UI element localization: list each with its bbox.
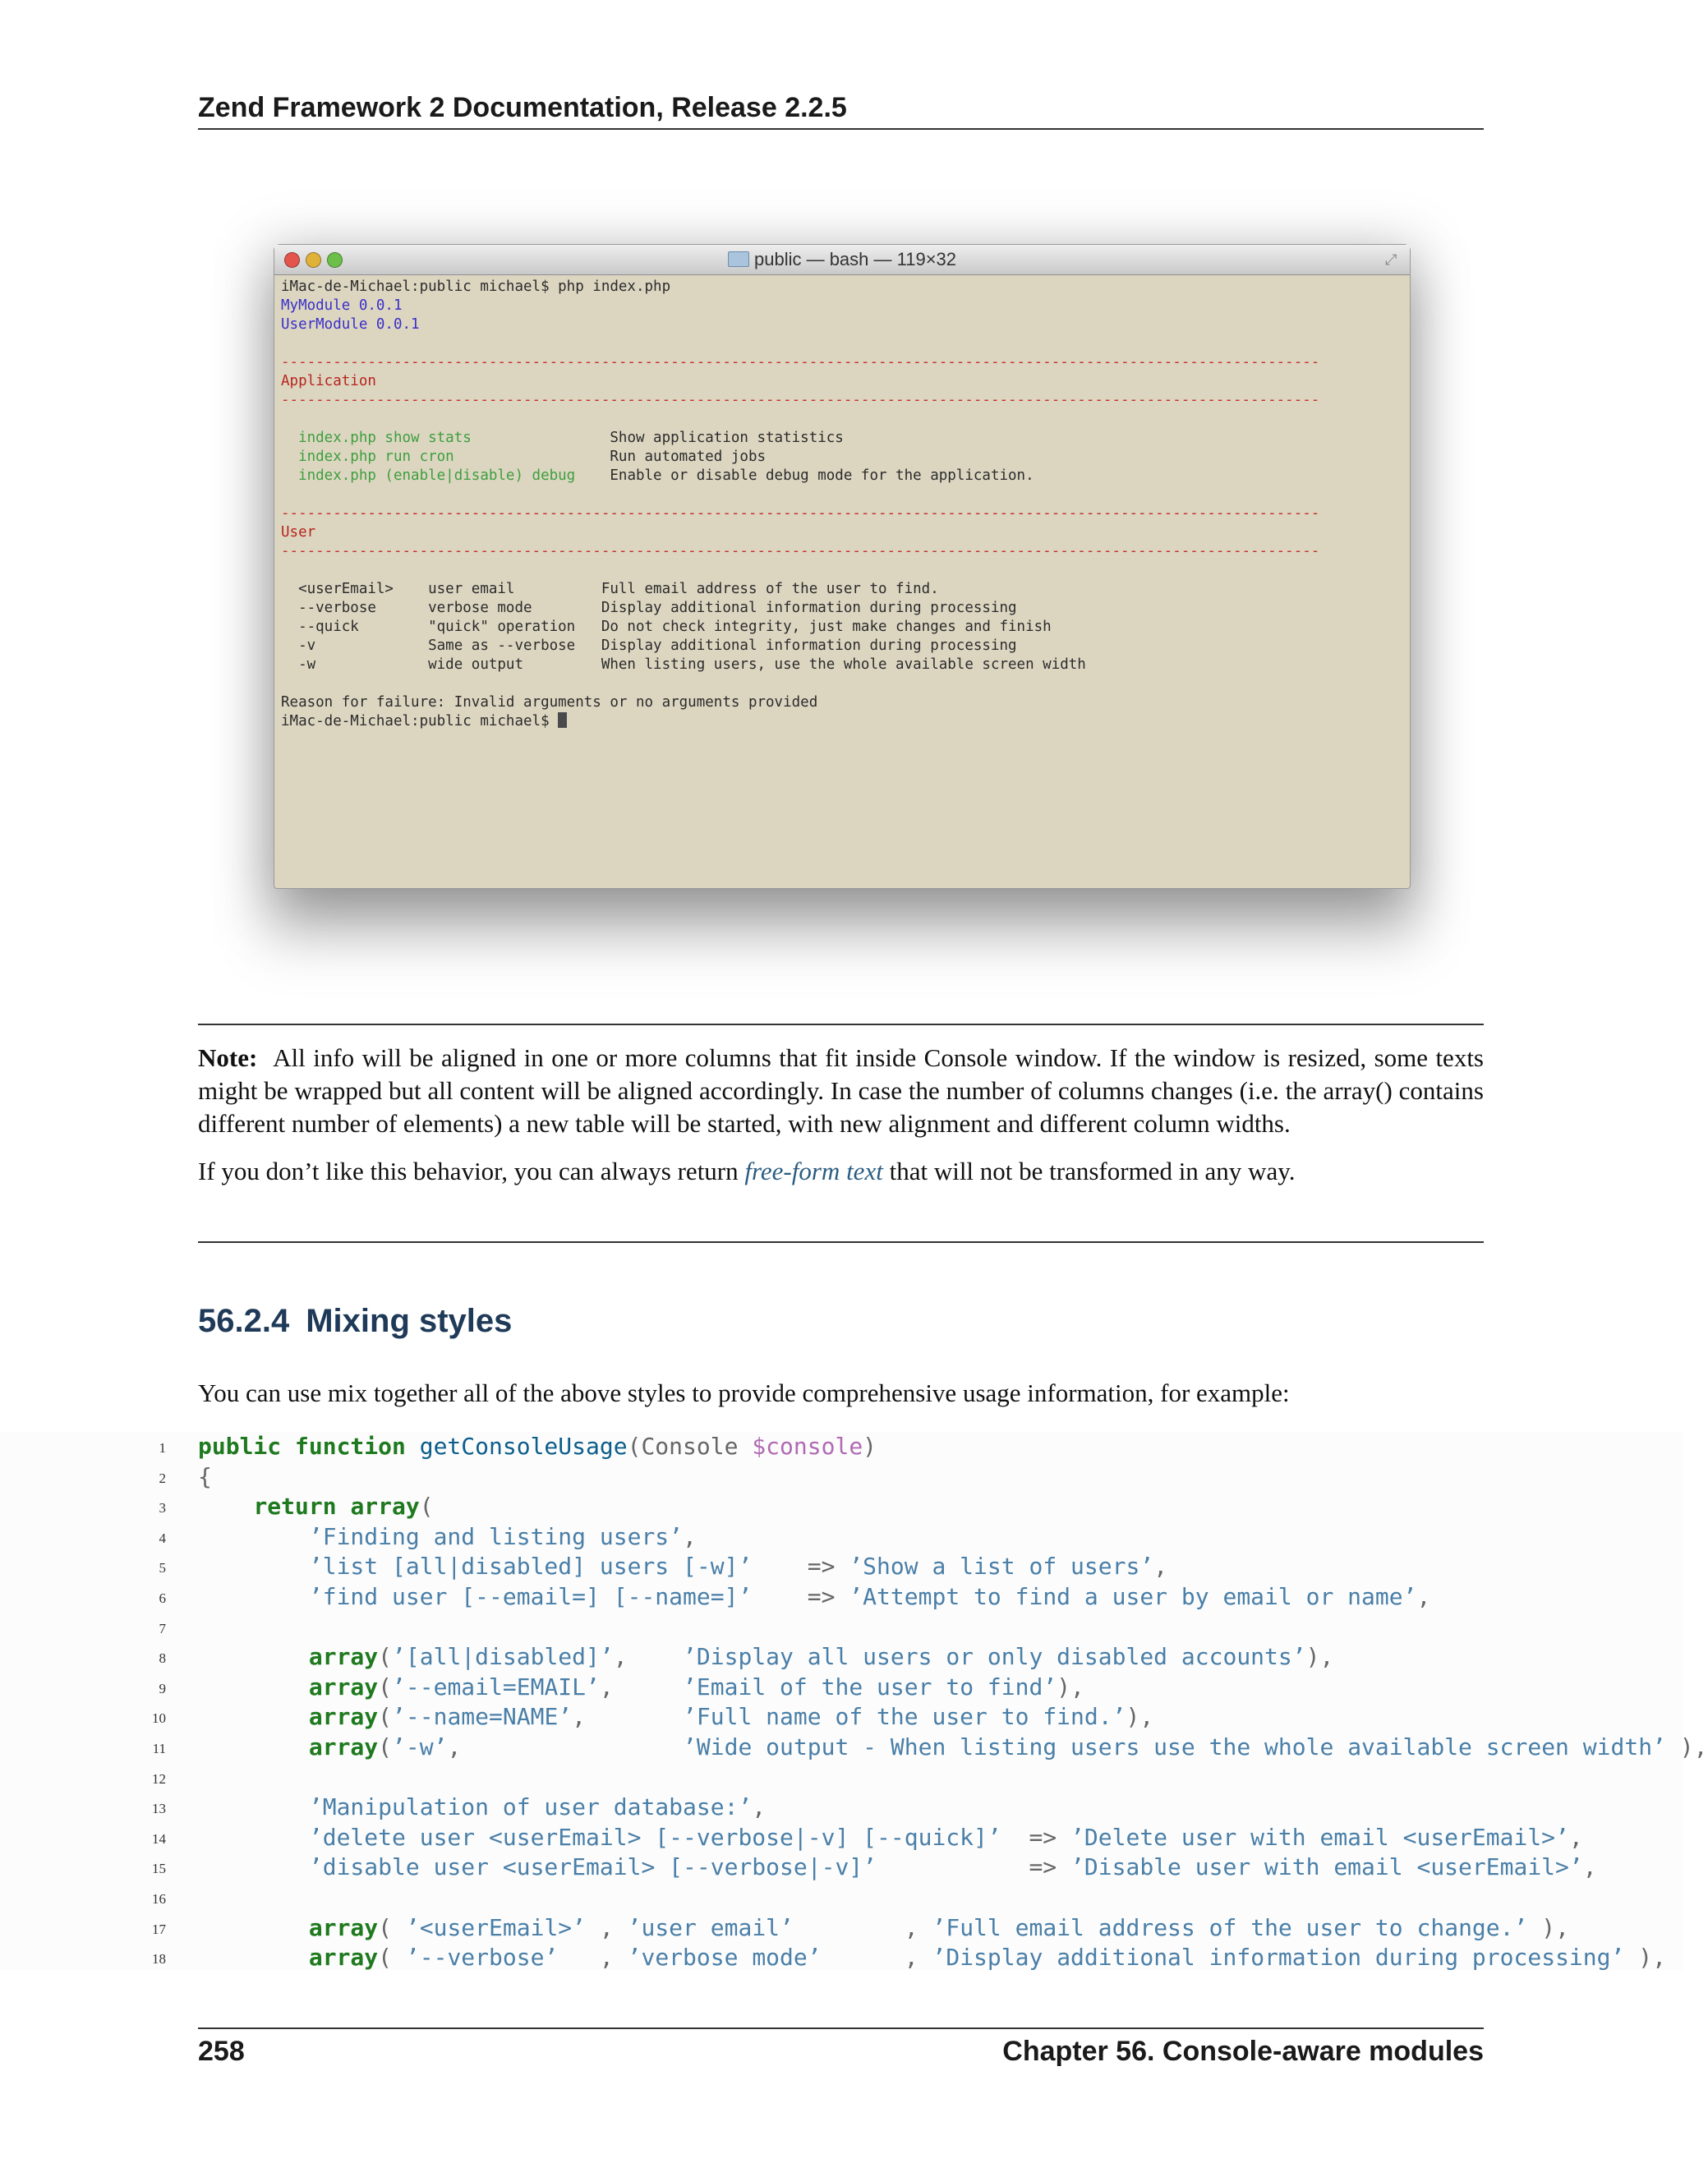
code-token: ’[all|disabled]’: [392, 1643, 614, 1671]
terminal-line: MyModule 0.0.1: [281, 297, 403, 314]
terminal-line: ------------------------------------------------------------------------------------------------------------------------: [281, 543, 1320, 559]
terminal-line: ------------------------------------------------------------------------------------------------------------------------: [281, 505, 1320, 522]
code-line: [0, 1943, 1683, 1973]
code-token: [198, 1553, 309, 1580]
code-line: [0, 1733, 1708, 1763]
code-token: (: [378, 1703, 393, 1731]
code-token: [198, 1493, 253, 1520]
code-token: ’Delete user with email <userEmail>’: [1070, 1823, 1569, 1851]
code-token: ,: [572, 1703, 684, 1731]
line-number: 8: [159, 1650, 166, 1667]
code-token: public function: [198, 1433, 420, 1460]
code-token: [198, 1733, 309, 1760]
footer-rule: [198, 2027, 1484, 2029]
code-line: [0, 1823, 1683, 1853]
code-token: array: [308, 1643, 379, 1671]
code-line: [0, 1432, 1683, 1462]
line-number: 15: [152, 1861, 166, 1877]
code-token: ’Display all users or only disabled accounts’: [683, 1643, 1306, 1671]
line-number: 3: [159, 1500, 166, 1517]
terminal-command-description: Enable or disable debug mode for the application.: [610, 467, 1034, 484]
note-paragraph-2: [198, 1155, 1484, 1188]
terminal-command-name: index.php show stats: [281, 430, 610, 446]
code-line: [0, 1492, 1683, 1522]
terminal-line: <userEmail> user email Full email address of the user to find.: [281, 581, 939, 597]
terminal-line: -v Same as --verbose Display additional information during processing: [281, 637, 1017, 654]
code-token: ’Attempt to find a user by email or name’: [849, 1582, 1417, 1610]
terminal-line: [281, 429, 1403, 448]
terminal-line: [281, 467, 1403, 486]
code-token: ’--email=EMAIL’: [392, 1673, 600, 1701]
code-token: array: [308, 1703, 379, 1731]
terminal-cursor: [558, 712, 567, 728]
terminal-line: [281, 448, 1403, 467]
terminal-line: ------------------------------------------------------------------------------------------------------------------------: [281, 354, 1320, 371]
code-token: ’Email of the user to find’: [683, 1673, 1057, 1701]
terminal-line: User: [281, 524, 316, 541]
code-token: ’Show a list of users’: [849, 1553, 1154, 1581]
terminal-command-name: index.php run cron: [281, 449, 610, 465]
line-number: 2: [159, 1470, 166, 1486]
code-token: ’--name=NAME’: [392, 1703, 573, 1731]
code-line: [0, 1522, 1683, 1553]
code-token: [198, 1673, 309, 1701]
code-line: [0, 1552, 1683, 1582]
code-token: (: [419, 1493, 434, 1521]
code-token: $console: [752, 1433, 863, 1460]
terminal-line: [281, 486, 1403, 504]
code-token: ,: [613, 1643, 684, 1671]
note-text-2b: that will not be transformed in any way.: [882, 1157, 1296, 1185]
code-token: [198, 1793, 309, 1820]
code-token: array: [308, 1944, 379, 1972]
code-token: ,: [1153, 1553, 1168, 1581]
intro-paragraph: You can use mix together all of the above styles to provide comprehensive usage information, for example:: [198, 1378, 1290, 1407]
code-token: ’Wide output - When listing users use the whole available screen width’: [683, 1733, 1666, 1760]
code-token: ’Disable user with email <userEmail>’: [1070, 1853, 1583, 1881]
code-token: ’<userEmail>’: [405, 1913, 587, 1941]
code-text: [198, 1673, 1084, 1703]
line-number: 17: [152, 1921, 166, 1937]
code-text: [198, 1462, 212, 1493]
code-token: ,: [1416, 1582, 1431, 1610]
code-token: =>: [877, 1853, 1071, 1881]
code-text: [198, 1823, 1583, 1853]
note-label: Note:: [198, 1043, 258, 1072]
code-text: [198, 1733, 1708, 1763]
line-number: 7: [159, 1620, 166, 1636]
terminal-title: [274, 249, 1410, 270]
running-header-title: Zend Framework 2 Documentation, Release 2.2.5: [198, 92, 847, 123]
line-number: 11: [152, 1740, 166, 1756]
code-block: [0, 1432, 1708, 1972]
code-token: ’Display additional information during processing’: [932, 1944, 1625, 1972]
code-line: [0, 1763, 1683, 1793]
code-token: (: [378, 1913, 406, 1941]
code-text: [198, 1702, 1153, 1733]
code-token: array: [308, 1673, 379, 1701]
code-text: [198, 1642, 1333, 1673]
code-token: ’--verbose’: [405, 1944, 559, 1972]
code-token: ’find user [--email=] [--name=]’: [308, 1582, 753, 1610]
code-token: ’verbose mode’: [627, 1944, 822, 1972]
terminal-line: [281, 674, 1403, 693]
folder-icon: [728, 251, 749, 267]
code-token: ): [863, 1433, 877, 1460]
code-token: ,: [1568, 1823, 1583, 1851]
line-number: 12: [152, 1770, 166, 1787]
code-token: [198, 1853, 309, 1880]
code-line: [0, 1853, 1683, 1883]
line-number: 16: [152, 1890, 166, 1907]
code-line: [0, 1613, 1683, 1643]
code-token: ,: [821, 1944, 932, 1972]
note-admonition: [198, 1042, 1484, 1203]
terminal-titlebar: [274, 245, 1410, 275]
code-token: ’Full name of the user to find.’: [683, 1703, 1126, 1731]
terminal-line: iMac-de-Michael:public michael$: [281, 712, 1403, 731]
code-text: [198, 1492, 434, 1522]
code-token: [198, 1643, 309, 1670]
chapter-title: Chapter 56. Console-aware modules: [1002, 2036, 1484, 2067]
code-token: {: [198, 1462, 212, 1490]
code-token: ),: [1057, 1673, 1084, 1701]
line-number: 13: [152, 1801, 166, 1817]
code-text: [198, 1913, 1569, 1944]
code-token: (Console: [627, 1433, 753, 1460]
code-token: ’delete user <userEmail> [--verbose|-v] [--quick]’: [308, 1823, 1001, 1851]
section-title: Mixing styles: [306, 1303, 513, 1339]
code-text: [198, 1432, 877, 1462]
code-line: [0, 1702, 1683, 1733]
code-token: ),: [1624, 1944, 1666, 1972]
code-token: (: [378, 1643, 393, 1671]
code-token: ),: [1126, 1703, 1154, 1731]
code-token: ,: [683, 1522, 697, 1550]
code-token: array: [308, 1913, 379, 1941]
code-token: [198, 1824, 309, 1851]
code-token: (: [378, 1673, 393, 1701]
terminal-line: --verbose verbose mode Display additional information during processing: [281, 600, 1017, 616]
code-token: [198, 1944, 309, 1971]
code-token: array: [308, 1733, 379, 1760]
terminal-line: [281, 410, 1403, 429]
code-token: [198, 1583, 309, 1610]
code-line: [0, 1582, 1683, 1613]
code-text: [198, 1943, 1666, 1973]
terminal-command-description: Run automated jobs: [610, 449, 767, 465]
code-text: [198, 1582, 1430, 1613]
terminal-line: ------------------------------------------------------------------------------------------------------------------------: [281, 392, 1320, 408]
code-token: ,: [1582, 1853, 1597, 1881]
code-token: (: [378, 1944, 406, 1972]
line-number: 14: [152, 1830, 166, 1847]
code-text: [198, 1522, 697, 1553]
terminal-line: -w wide output When listing users, use the whole available screen width: [281, 656, 1086, 673]
page-number: 258: [198, 2036, 245, 2067]
code-line: [0, 1793, 1683, 1823]
code-text: [198, 1552, 1167, 1582]
code-token: ’Full email address of the user to change.’: [932, 1913, 1528, 1941]
code-token: ’list [all|disabled] users [-w]’: [308, 1553, 753, 1581]
note-bottom-rule: [198, 1241, 1484, 1243]
line-number: 4: [159, 1530, 166, 1546]
code-line: [0, 1462, 1683, 1493]
terminal-window: [274, 244, 1411, 889]
code-token: ’Finding and listing users’: [308, 1522, 684, 1550]
terminal-line: Application: [281, 373, 376, 389]
line-number: 5: [159, 1560, 166, 1576]
line-number: 1: [159, 1440, 166, 1456]
code-token: ’-w’: [392, 1733, 448, 1760]
terminal-line: [281, 561, 1403, 580]
code-token: ),: [1305, 1643, 1334, 1671]
code-token: ’user email’: [627, 1913, 794, 1941]
code-token: ’Manipulation of user database:’: [308, 1793, 753, 1821]
code-token: ’disable user <userEmail> [--verbose|-v]’: [308, 1853, 877, 1881]
code-line: [0, 1883, 1683, 1913]
note-top-rule: [198, 1024, 1484, 1025]
code-token: =>: [752, 1582, 849, 1610]
terminal-command-description: Show application statistics: [610, 430, 844, 446]
code-token: ),: [1665, 1733, 1708, 1760]
line-number: 9: [159, 1680, 166, 1696]
code-line: [0, 1913, 1683, 1944]
terminal-command-name: index.php (enable|disable) debug: [281, 467, 610, 484]
code-token: ,: [586, 1913, 628, 1941]
code-token: =>: [752, 1553, 849, 1581]
terminal-line: [281, 334, 1403, 353]
line-number: 6: [159, 1590, 166, 1606]
header-rule: [198, 128, 1484, 130]
note-text-2a: If you don’t like this behavior, you can always return: [198, 1157, 745, 1185]
fullscreen-icon[interactable]: ⤢: [1385, 251, 1397, 268]
section-number: 56.2.4: [198, 1303, 290, 1339]
line-number: 10: [152, 1710, 166, 1727]
code-token: ,: [793, 1913, 932, 1941]
terminal-output[interactable]: [281, 278, 1403, 731]
code-line: [0, 1673, 1683, 1703]
code-token: (: [378, 1733, 393, 1760]
section-heading: [198, 1303, 512, 1340]
code-token: ,: [599, 1673, 684, 1701]
terminal-line: UserModule 0.0.1: [281, 316, 420, 333]
code-text: [198, 1853, 1597, 1883]
line-number: 18: [152, 1951, 166, 1968]
code-token: ),: [1527, 1913, 1569, 1941]
terminal-title-text: public — bash — 119×32: [753, 249, 957, 269]
terminal-line: --quick "quick" operation Do not check integrity, just make changes and finish: [281, 619, 1052, 635]
free-form-text-link[interactable]: free-form text: [744, 1157, 883, 1185]
note-paragraph-1: [198, 1042, 1484, 1140]
code-token: =>: [1001, 1823, 1071, 1851]
code-token: [198, 1523, 309, 1550]
terminal-line: iMac-de-Michael:public michael$ php index.php: [281, 278, 671, 295]
code-line: [0, 1642, 1683, 1673]
code-token: [198, 1914, 309, 1941]
code-token: ,: [558, 1944, 628, 1972]
code-token: ,: [752, 1793, 767, 1821]
code-token: [198, 1703, 309, 1730]
terminal-line: Reason for failure: Invalid arguments or no arguments provided: [281, 694, 818, 711]
code-token: getConsoleUsage: [419, 1433, 628, 1460]
code-token: ,: [447, 1733, 684, 1760]
code-text: [198, 1793, 766, 1823]
code-token: return array: [253, 1493, 420, 1521]
note-text: All info will be aligned in one or more columns that fit inside Console window. If the window is resized, some texts might be wrapped but all content will be aligned accordingly. In case the number of columns changes (i.e. the array() contains different number of elements) a new table will be started, with new alignment and different column widths.: [198, 1043, 1484, 1138]
